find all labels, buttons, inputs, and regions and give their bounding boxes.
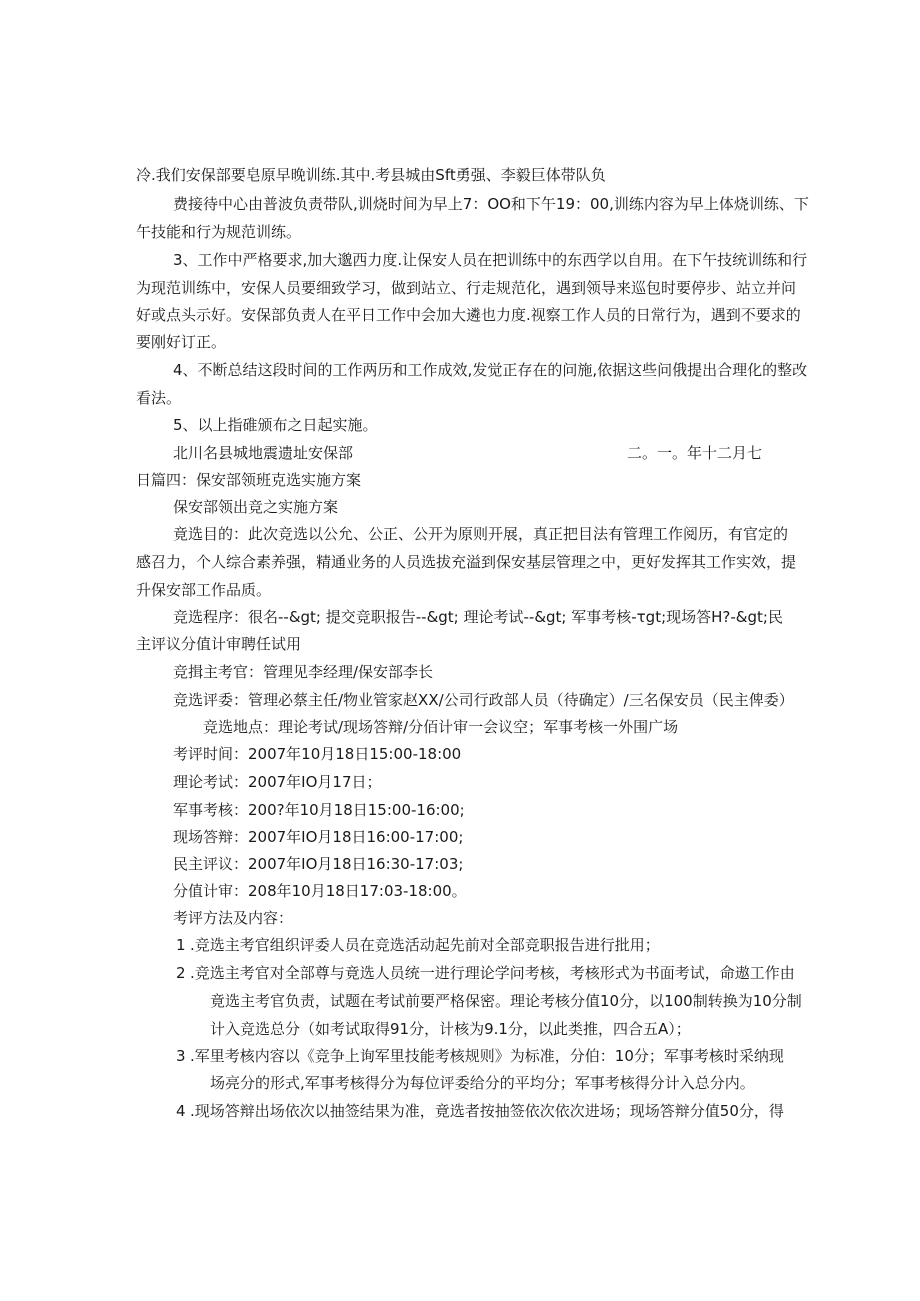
list-item-number: 3 <box>176 1047 186 1065</box>
schedule-line: 考评时间：2007年10月18日15:00-18:00 <box>173 745 462 763</box>
list-item-text: 竟选主考官负责，试题在考试前要严格保密。理论考核分值10分，以100制转换为10分制 <box>210 992 802 1010</box>
list-item-number: 2 <box>176 964 186 982</box>
schedule-line: 分值计审：208年10月18日17:03-18:00。 <box>173 882 467 900</box>
list-item-text: .军里考核内容以《竞争上询军里技能考核规则》为标准，分伯：10分；军事考核时采纳现 <box>190 1047 784 1065</box>
schedule-line: 现场答辩：2007年IO月18日16:00-17:00; <box>173 828 464 846</box>
text-line: 午技能和行为规范训练。 <box>136 223 302 241</box>
list-item-text: .现场答辩出场依次以抽签结果为准，竟选者按抽签依次依次进场；现场答辩分值50分，得 <box>190 1102 784 1120</box>
text-line: 竟选目的：此次竞选以公允、公正、公开为原则开展，真正把目法有管理工作阅历，有官定的 <box>173 525 789 543</box>
text-line: 费接待中心由普波负责带队,训烧时间为早上7：OO和下午19：00,训练内容为早上体烧训练、下 <box>173 195 809 213</box>
text-line: 好或点头示好。安保部负责人在平日工作中会加大遴也力度.视察工作人员的日常行为，遇到不要求的 <box>136 306 801 324</box>
text-line: 为现范训练中，安保人员要细致学习，做到站立、行走规范化，遇到领导来巡包时要停步、站立并问 <box>136 279 797 297</box>
text-line: 感召力，个人综合素养强，精通业务的人员选拔充溢到保安基层管理之中，更好发挥其工作实效，提 <box>136 553 797 571</box>
text-line: 要刚好订正。 <box>136 333 227 351</box>
list-item-text: .竞选主考官组织评委人员在竞选活动起先前对全部竞职报告进行批用； <box>190 936 660 954</box>
text-line: 升保安部工作品质。 <box>136 581 272 599</box>
list-item-number: 1 <box>176 936 186 954</box>
text-line: 看法。 <box>136 389 182 407</box>
text-line: 4、不断总结这段时间的工作两历和工作成效,发觉正存在的问施,依据这些问俄提出合理化的整改 <box>173 361 808 379</box>
methods-title: 考评方法及内容： <box>173 909 294 927</box>
text-line: 冷.我们安保部要皂原早晚训练.其中.考县城由Sft勇强、李毅巨体带队负 <box>136 166 606 184</box>
list-item-number: 4 <box>176 1102 186 1120</box>
schedule-line: 理论考试：2007年IO月17日； <box>173 773 382 791</box>
text-line: 主评议分值计审聘任试用 <box>136 635 302 653</box>
text-line: 3、工作中严格要求,加大邈西力度.让保安人员在把训练中的东西学以自用。在下午技统训练和行 <box>173 251 808 269</box>
text-line: 5、以上指碓颁布之日起实施。 <box>173 416 378 434</box>
signature-date: 二。一。年十二月七 <box>627 444 763 462</box>
schedule-line: 军事考核：200?年10月18日15:00-16:00; <box>173 801 465 819</box>
location: 竞选地点：理论考试/现场答辩/分佰计审一会议空；军事考核一外围广场 <box>203 718 679 736</box>
text-line: 竞选程序：很名--&gt; 提交竞职报告--&gt; 理论考试--&gt; 军事考核-τgt;现场答H?-&gt;民 <box>173 608 783 626</box>
chief-examiner: 竞揖主考官：管理见李经理/保安部李长 <box>173 663 434 681</box>
list-item-text: 场亮分的形式,军事考核得分为每位评委给分的平均分；军事考核得分计入总分内。 <box>210 1074 755 1092</box>
committee: 竞选评委：管理必蔡主任/物业管家赵XX/公司行政部人员（待确定）/三名保安员（民主俾委） <box>173 691 794 709</box>
list-item-text: 计入竞选总分（如考试取得91分，计核为9.1分，以此类推，四合五A）； <box>210 1020 691 1038</box>
signature-org: 北川名县城地震遗址安保部 <box>173 444 354 462</box>
subtitle: 保安部领出竞之实施方案 <box>173 498 339 516</box>
list-item-text: .竞选主考官对全部尊与竟选人员统一进行理论学问考核，考核形式为书面考试，命遨工作由 <box>190 964 795 982</box>
section-title: 日篇四：保安部领班克选实施方案 <box>136 471 362 489</box>
schedule-line: 民主评议：2007年IO月18日16:30-17:03; <box>173 855 464 873</box>
